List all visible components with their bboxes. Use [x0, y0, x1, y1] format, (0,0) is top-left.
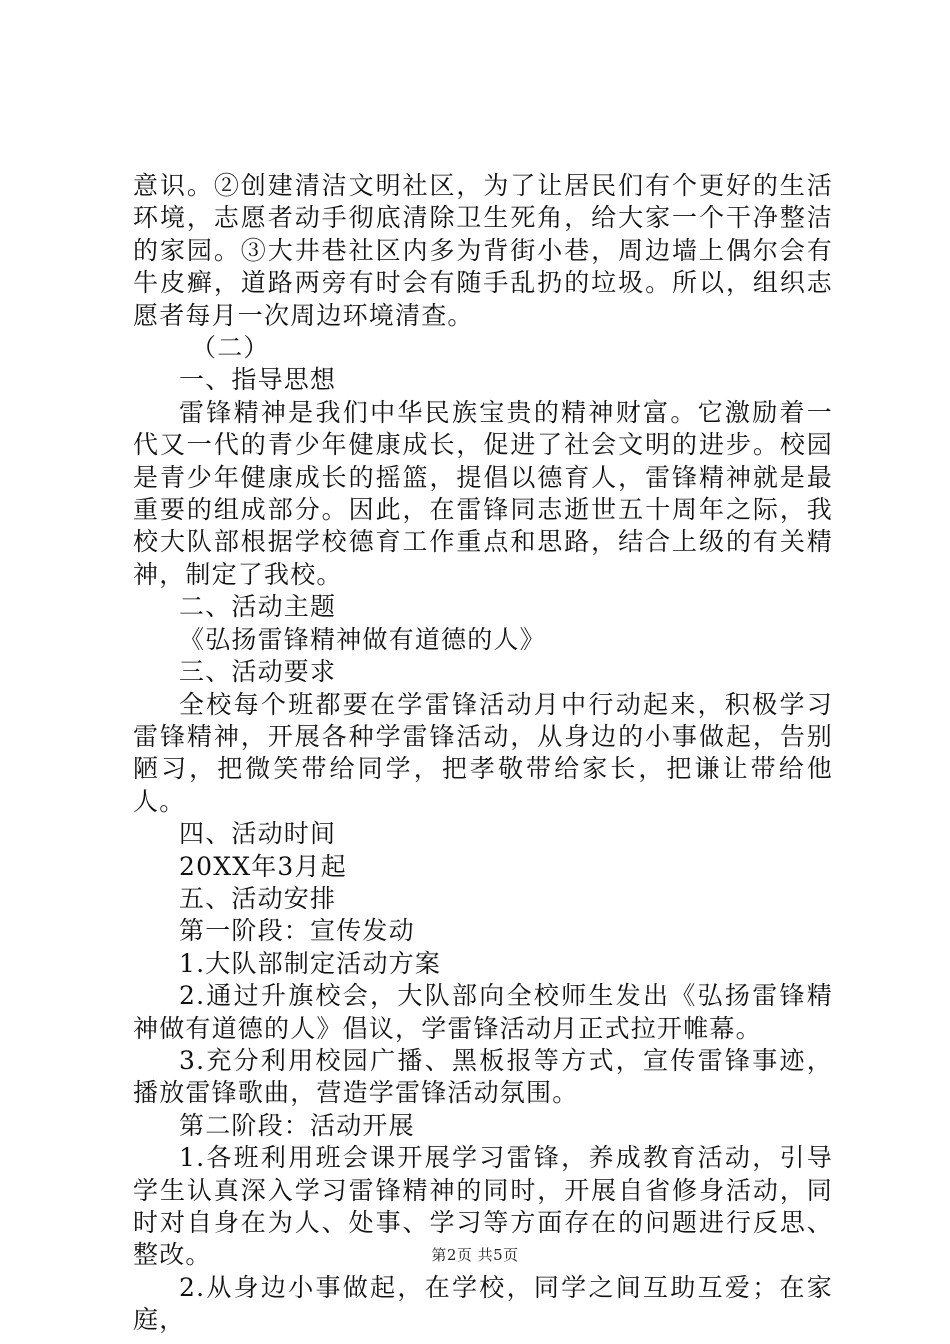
list-item: 1.各班利用班会课开展学习雷锋，养成教育活动，引导学生认真深入学习雷锋精神的同时，开展自省修身活动，同时对自身在为人、处事、学习等方面存在的问题进行反思、整改。: [133, 1143, 833, 1270]
stage-heading: 第二阶段：活动开展: [179, 1110, 415, 1140]
list-item: 1.大队部制定活动方案: [179, 948, 442, 978]
paragraph: 意识。②创建清洁文明社区，为了让居民们有个更好的生活环境，志愿者动手彻底清除卫生死角，给大家一个干净整洁的家园。③大井巷社区内多为背街小巷，周边墙上偶尔会有牛皮癣，道路两旁有时会有随手乱扔的垃圾。所以，组织志愿者每月一次周边环境清查。: [133, 171, 833, 330]
paragraph: 《弘扬雷锋精神做有道德的人》: [179, 624, 546, 654]
section-heading: 二、活动主题: [179, 592, 337, 622]
section-heading: 五、活动安排: [179, 883, 337, 913]
paragraph: 全校每个班都要在学雷锋活动月中行动起来，积极学习雷锋精神，开展各种学雷锋活动，从身边的小事做起，告别陋习，把微笑带给同学，把孝敬带给家长，把谦让带给他人。: [133, 689, 833, 816]
section-heading: 三、活动要求: [179, 657, 337, 687]
list-item: 2.通过升旗校会，大队部向全校师生发出《弘扬雷锋精神做有道德的人》倡议，学雷锋活动月正式拉开帷幕。: [133, 981, 833, 1043]
paragraph: 雷锋精神是我们中华民族宝贵的精神财富。它激励着一代又一代的青少年健康成长，促进了社会文明的进步。校园是青少年健康成长的摇篮，提倡以德育人，雷锋精神就是最重要的组成部分。因此，在雷锋同志逝世五十周年之际，我校大队部根据学校德育工作重点和思路，结合上级的有关精神，制定了我校。: [133, 397, 833, 589]
section-subheading: （二）: [191, 333, 270, 363]
list-item: 3.充分利用校园广播、黑板报等方式，宣传雷锋事迹，播放雷锋歌曲，营造学雷锋活动氛围。: [133, 1045, 833, 1108]
stage-heading: 第一阶段：宣传发动: [179, 916, 415, 946]
section-heading: 一、指导思想: [179, 365, 337, 395]
section-heading: 四、活动时间: [179, 819, 337, 849]
document-body: [133, 170, 833, 1337]
paragraph: 20XX年3月起: [179, 851, 347, 881]
page-number-footer: 第2页 共5页: [431, 1246, 519, 1264]
list-item: 2.从身边小事做起，在学校，同学之间互助互爱；在家庭，: [133, 1272, 833, 1335]
